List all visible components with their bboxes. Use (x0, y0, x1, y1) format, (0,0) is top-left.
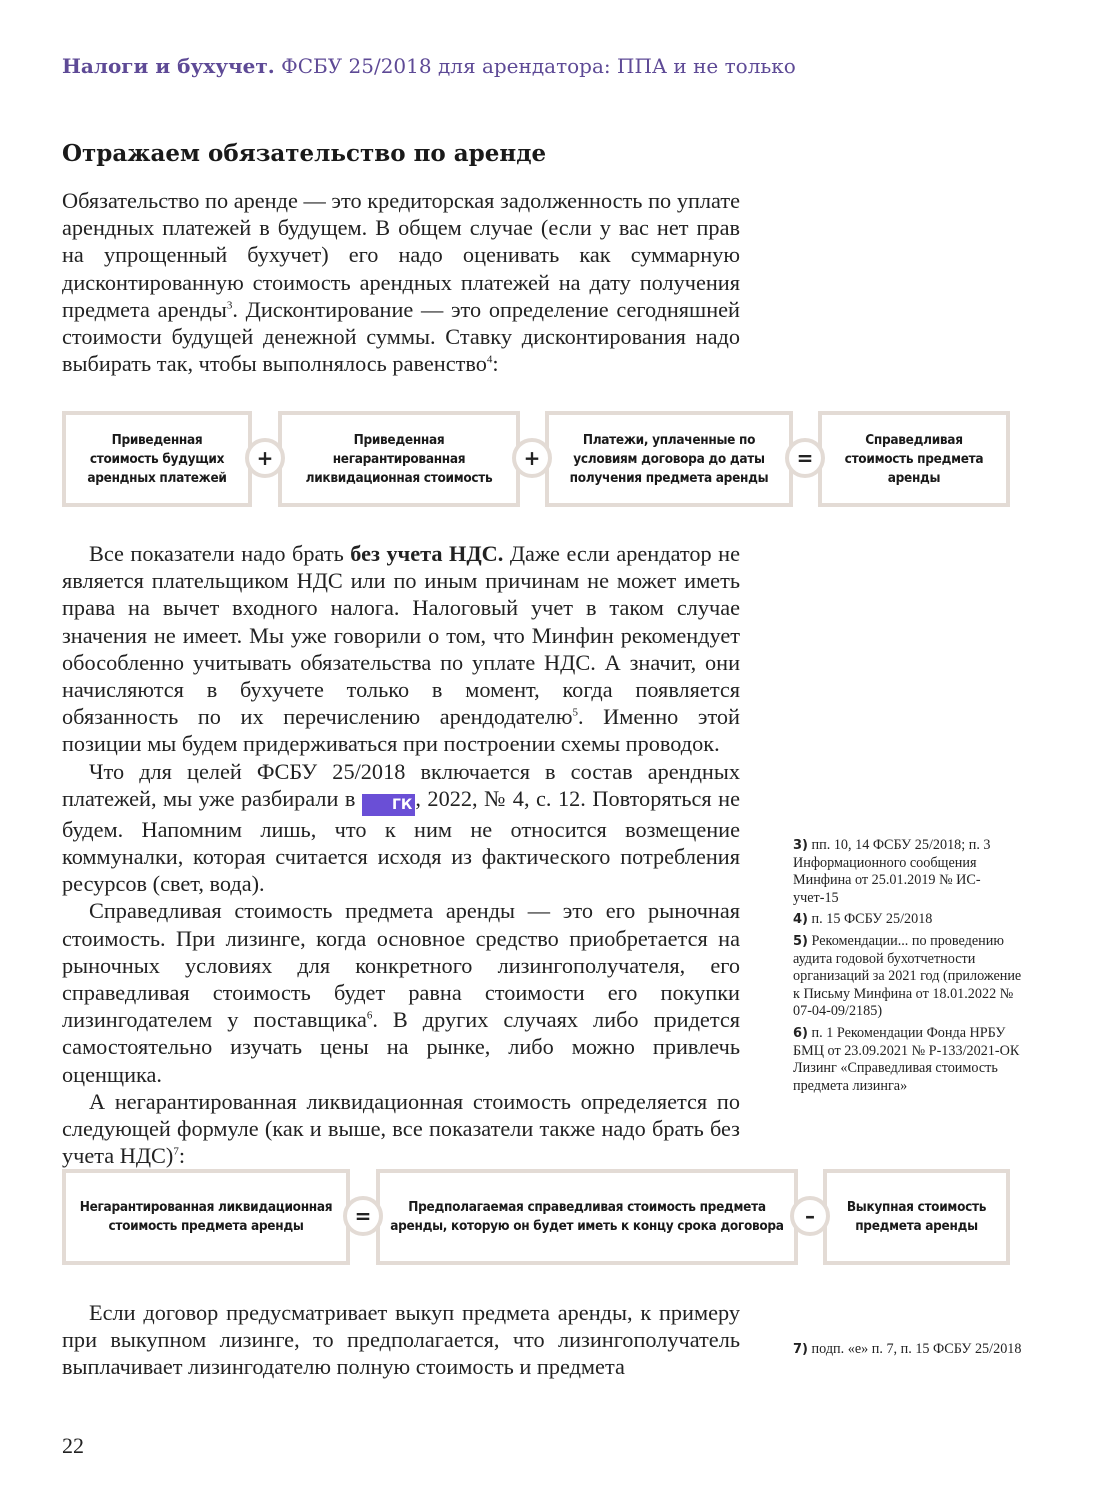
paragraph-2: Все показатели надо брать без учета НДС. Даже если арендатор не является плательщиком НДС или по иным причинам не может иметь права на вычет входного налога. Налоговый учет в таком случае значения не имеет. Мы уже говорили о том, что Минфин рекомендует обособленно учитывать обязательства по уплате НДС. А значит, они начисляются в бухучете только в момент, когда появляется обязанность по их перечислению арендодателю$^5$. Именно этой позиции мы будем придерживаться при построении схемы проводок. (62, 541, 740, 757)
formula-term: Предполагаемая справедливая стоимость предмета аренды, которую он будет иметь к концу срока договора (376, 1169, 798, 1265)
formula-term: Приведенная стоимость будущих арендных платежей (62, 411, 252, 507)
paragraph-3: Что для целей ФСБУ 25/2018 включается в состав арендных платежей, мы уже разбирали в ГК , 2022, № 4, с. 12. Повторяться не будем. Напомним лишь, что к ним не относится возмещение коммуналки, которая считается исходя из фактического потребления ресурсов (свет, вода). (62, 758, 740, 897)
footnote-5: 5) Рекомендации... по проведению аудита годовой бухотчетности организаций за 2021 год (приложение к Письму Минфина от 18.01.2022 № 07-04-09/2185) (793, 932, 1022, 1020)
paragraph-4: Справедливая стоимость предмета аренды — это его рыночная стоимость. При лизинге, когда основное средство приобретается на рыночных условиях для конкретного лизингополучателя, его справедливая стоимость будет равна стоимости его покупки лизингодателем у поставщика$^6$. В других случаях либо придется самостоятельно изучать цены на рынке, либо можно привлечь оценщика. (62, 898, 740, 1087)
paragraph-5: А негарантированная ликвидационная стоимость определяется по следующей формуле (как и выше, все показатели также надо брать без учета НДС)$^7$: (62, 1088, 740, 1169)
gk-logo: ГК (362, 794, 415, 816)
footnote-3: 3) пп. 10, 14 ФСБУ 25/2018; п. 3 Информационного сообщения Минфина от 25.01.2019 № ИС-учет-15 (793, 837, 991, 906)
formula-residual-value (62, 1169, 1010, 1265)
plus-icon: + (245, 438, 285, 478)
formula-term: Негарантированная ликвидационная стоимость предмета аренды (62, 1169, 350, 1265)
footnote-7: 7) подп. «е» п. 7, п. 15 ФСБУ 25/2018 (793, 1341, 1022, 1357)
footnote-6: 6) п. 1 Рекомендации Фонда НРБУ БМЦ от 23.09.2021 № Р-133/2021-ОК Лизинг «Справедливая стоимость предмета лизинга» (793, 1024, 1020, 1094)
equals-icon: = (785, 438, 825, 478)
section-name: Налоги и бухучет. (62, 54, 275, 78)
footnotes (793, 837, 1023, 1099)
running-header (62, 54, 796, 78)
section-heading: Отражаем обязательство по аренде (62, 140, 547, 167)
body-text (62, 540, 740, 1169)
formula-term: Платежи, уплаченные по условиям договора до даты получения предмета аренды (545, 411, 793, 507)
page-number: 22 (62, 1433, 84, 1458)
formula-discount-equality (62, 411, 1010, 507)
plus-icon: + (512, 438, 552, 478)
footnote-4: 4) п. 15 ФСБУ 25/2018 (793, 911, 933, 928)
formula-term: Справедливая стоимость предмета аренды (818, 411, 1010, 507)
paragraph-6: Если договор предусматривает выкуп предмета аренды, к примеру при выкупном лизинге, то предполагается, что лизингополучатель выплачивает лизингодателю полную стоимость и предмета (62, 1300, 740, 1380)
equals-icon: = (343, 1196, 383, 1236)
article-title: ФСБУ 25/2018 для арендатора: ППА и не только (281, 54, 796, 78)
formula-term: Выкупная стоимость предмета аренды (823, 1169, 1010, 1265)
paragraph-1: Обязательство по аренде — это кредиторская задолженность по уплате арендных платежей в будущем. В общем случае (если у вас нет прав на упрощенный бухучет) его надо оценивать как суммарную дисконтированную стоимость арендных платежей на дату получения предмета аренды$^3$. Дисконтирование — это определение сегодняшней стоимости будущей денежной суммы. Ставку дисконтирования надо выбирать так, чтобы выполнялось равенство$^4$: (62, 188, 740, 377)
minus-icon: – (790, 1196, 830, 1236)
formula-term: Приведенная негарантированная ликвидационная стоимость (278, 411, 520, 507)
